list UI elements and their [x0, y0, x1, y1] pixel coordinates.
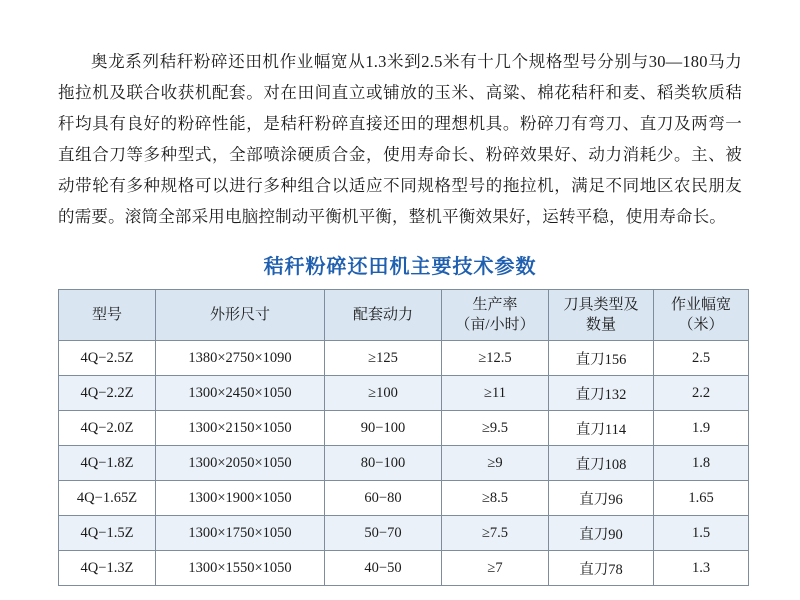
specifications-table — [58, 289, 749, 586]
column-header-line1: 配套动力 — [352, 307, 413, 323]
column-header-line1: 生产率 — [472, 297, 518, 313]
cell-dimensions: 1300×2450×1050 — [156, 376, 325, 411]
cell-dimensions: 1300×2050×1050 — [156, 446, 325, 481]
cell-dimensions: 1300×1550×1050 — [156, 551, 325, 586]
table-header-row — [59, 290, 749, 341]
column-header-power — [325, 290, 442, 341]
cell-dimensions: 1300×2150×1050 — [156, 411, 325, 446]
table-row — [59, 411, 749, 446]
cell-power: ≥100 — [325, 376, 442, 411]
cell-working-width: 2.2 — [654, 376, 749, 411]
cell-productivity: ≥9 — [442, 446, 549, 481]
cell-working-width: 1.9 — [654, 411, 749, 446]
cell-power: 80−100 — [325, 446, 442, 481]
cell-power: 40−50 — [325, 551, 442, 586]
cell-model: 4Q−1.3Z — [59, 551, 156, 586]
cell-working-width: 1.65 — [654, 481, 749, 516]
cell-productivity: ≥8.5 — [442, 481, 549, 516]
cell-working-width: 1.5 — [654, 516, 749, 551]
cell-blade-type: 直刀132 — [549, 376, 654, 411]
column-header-productivity — [442, 290, 549, 341]
column-header-line1: 作业幅宽 — [670, 297, 731, 313]
cell-power: 50−70 — [325, 516, 442, 551]
cell-working-width: 1.8 — [654, 446, 749, 481]
cell-model: 4Q−2.5Z — [59, 341, 156, 376]
cell-working-width: 2.5 — [654, 341, 749, 376]
cell-model: 4Q−1.8Z — [59, 446, 156, 481]
page-title: 秸秆粉碎还田机主要技术参数 — [263, 256, 537, 278]
table-body — [59, 341, 749, 586]
column-header-blade-type — [549, 290, 654, 341]
table-row — [59, 516, 749, 551]
table-row — [59, 551, 749, 586]
column-header-line1: 型号 — [91, 307, 122, 323]
table-header — [59, 290, 749, 341]
cell-dimensions: 1380×2750×1090 — [156, 341, 325, 376]
cell-model: 4Q−1.5Z — [59, 516, 156, 551]
cell-productivity: ≥12.5 — [442, 341, 549, 376]
cell-blade-type: 直刀90 — [549, 516, 654, 551]
cell-model: 4Q−2.0Z — [59, 411, 156, 446]
intro-paragraph: 奥龙系列秸秆粉碎还田机作业幅宽从1.3米到2.5米有十几个规格型号分别与30—180马力拖拉机及联合收获机配套。对在田间直立或铺放的玉米、高粱、棉花秸秆和麦、稻类软质秸秆均具有良好的粉碎性能，是秸秆粉碎直接还田的理想机具。粉碎刀有弯刀、直刀及两弯一直组合刀等多种型式，全部喷涂硬质合金，使用寿命长、粉碎效果好、动力消耗少。主、被动带轮有多种规格可以进行多种组合以适应不同规格型号的拖拉机，满足不同地区农民朋友的需要。滚筒全部采用电脑控制动平衡机平衡，整机平衡效果好，运转平稳，使用寿命长。 — [58, 52, 742, 226]
cell-working-width: 1.3 — [654, 551, 749, 586]
cell-dimensions: 1300×1900×1050 — [156, 481, 325, 516]
cell-blade-type: 直刀156 — [549, 341, 654, 376]
column-header-line2: （米） — [678, 317, 724, 333]
column-header-dimensions — [156, 290, 325, 341]
cell-blade-type: 直刀78 — [549, 551, 654, 586]
column-header-working-width — [654, 290, 749, 341]
column-header-line1: 外形尺寸 — [209, 307, 270, 323]
cell-productivity: ≥7 — [442, 551, 549, 586]
table-row — [59, 446, 749, 481]
table-row — [59, 481, 749, 516]
cell-blade-type: 直刀114 — [549, 411, 654, 446]
column-header-line1: 刀具类型及 — [563, 297, 639, 313]
cell-dimensions: 1300×1750×1050 — [156, 516, 325, 551]
cell-productivity: ≥9.5 — [442, 411, 549, 446]
cell-power: 60−80 — [325, 481, 442, 516]
cell-blade-type: 直刀96 — [549, 481, 654, 516]
cell-productivity: ≥7.5 — [442, 516, 549, 551]
cell-power: 90−100 — [325, 411, 442, 446]
table-row — [59, 376, 749, 411]
cell-blade-type: 直刀108 — [549, 446, 654, 481]
column-header-model — [59, 290, 156, 341]
column-header-line2: （亩/小时） — [455, 317, 535, 333]
cell-model: 4Q−1.65Z — [59, 481, 156, 516]
table-row — [59, 341, 749, 376]
cell-power: ≥125 — [325, 341, 442, 376]
column-header-line2: 数量 — [585, 317, 616, 333]
cell-model: 4Q−2.2Z — [59, 376, 156, 411]
cell-productivity: ≥11 — [442, 376, 549, 411]
